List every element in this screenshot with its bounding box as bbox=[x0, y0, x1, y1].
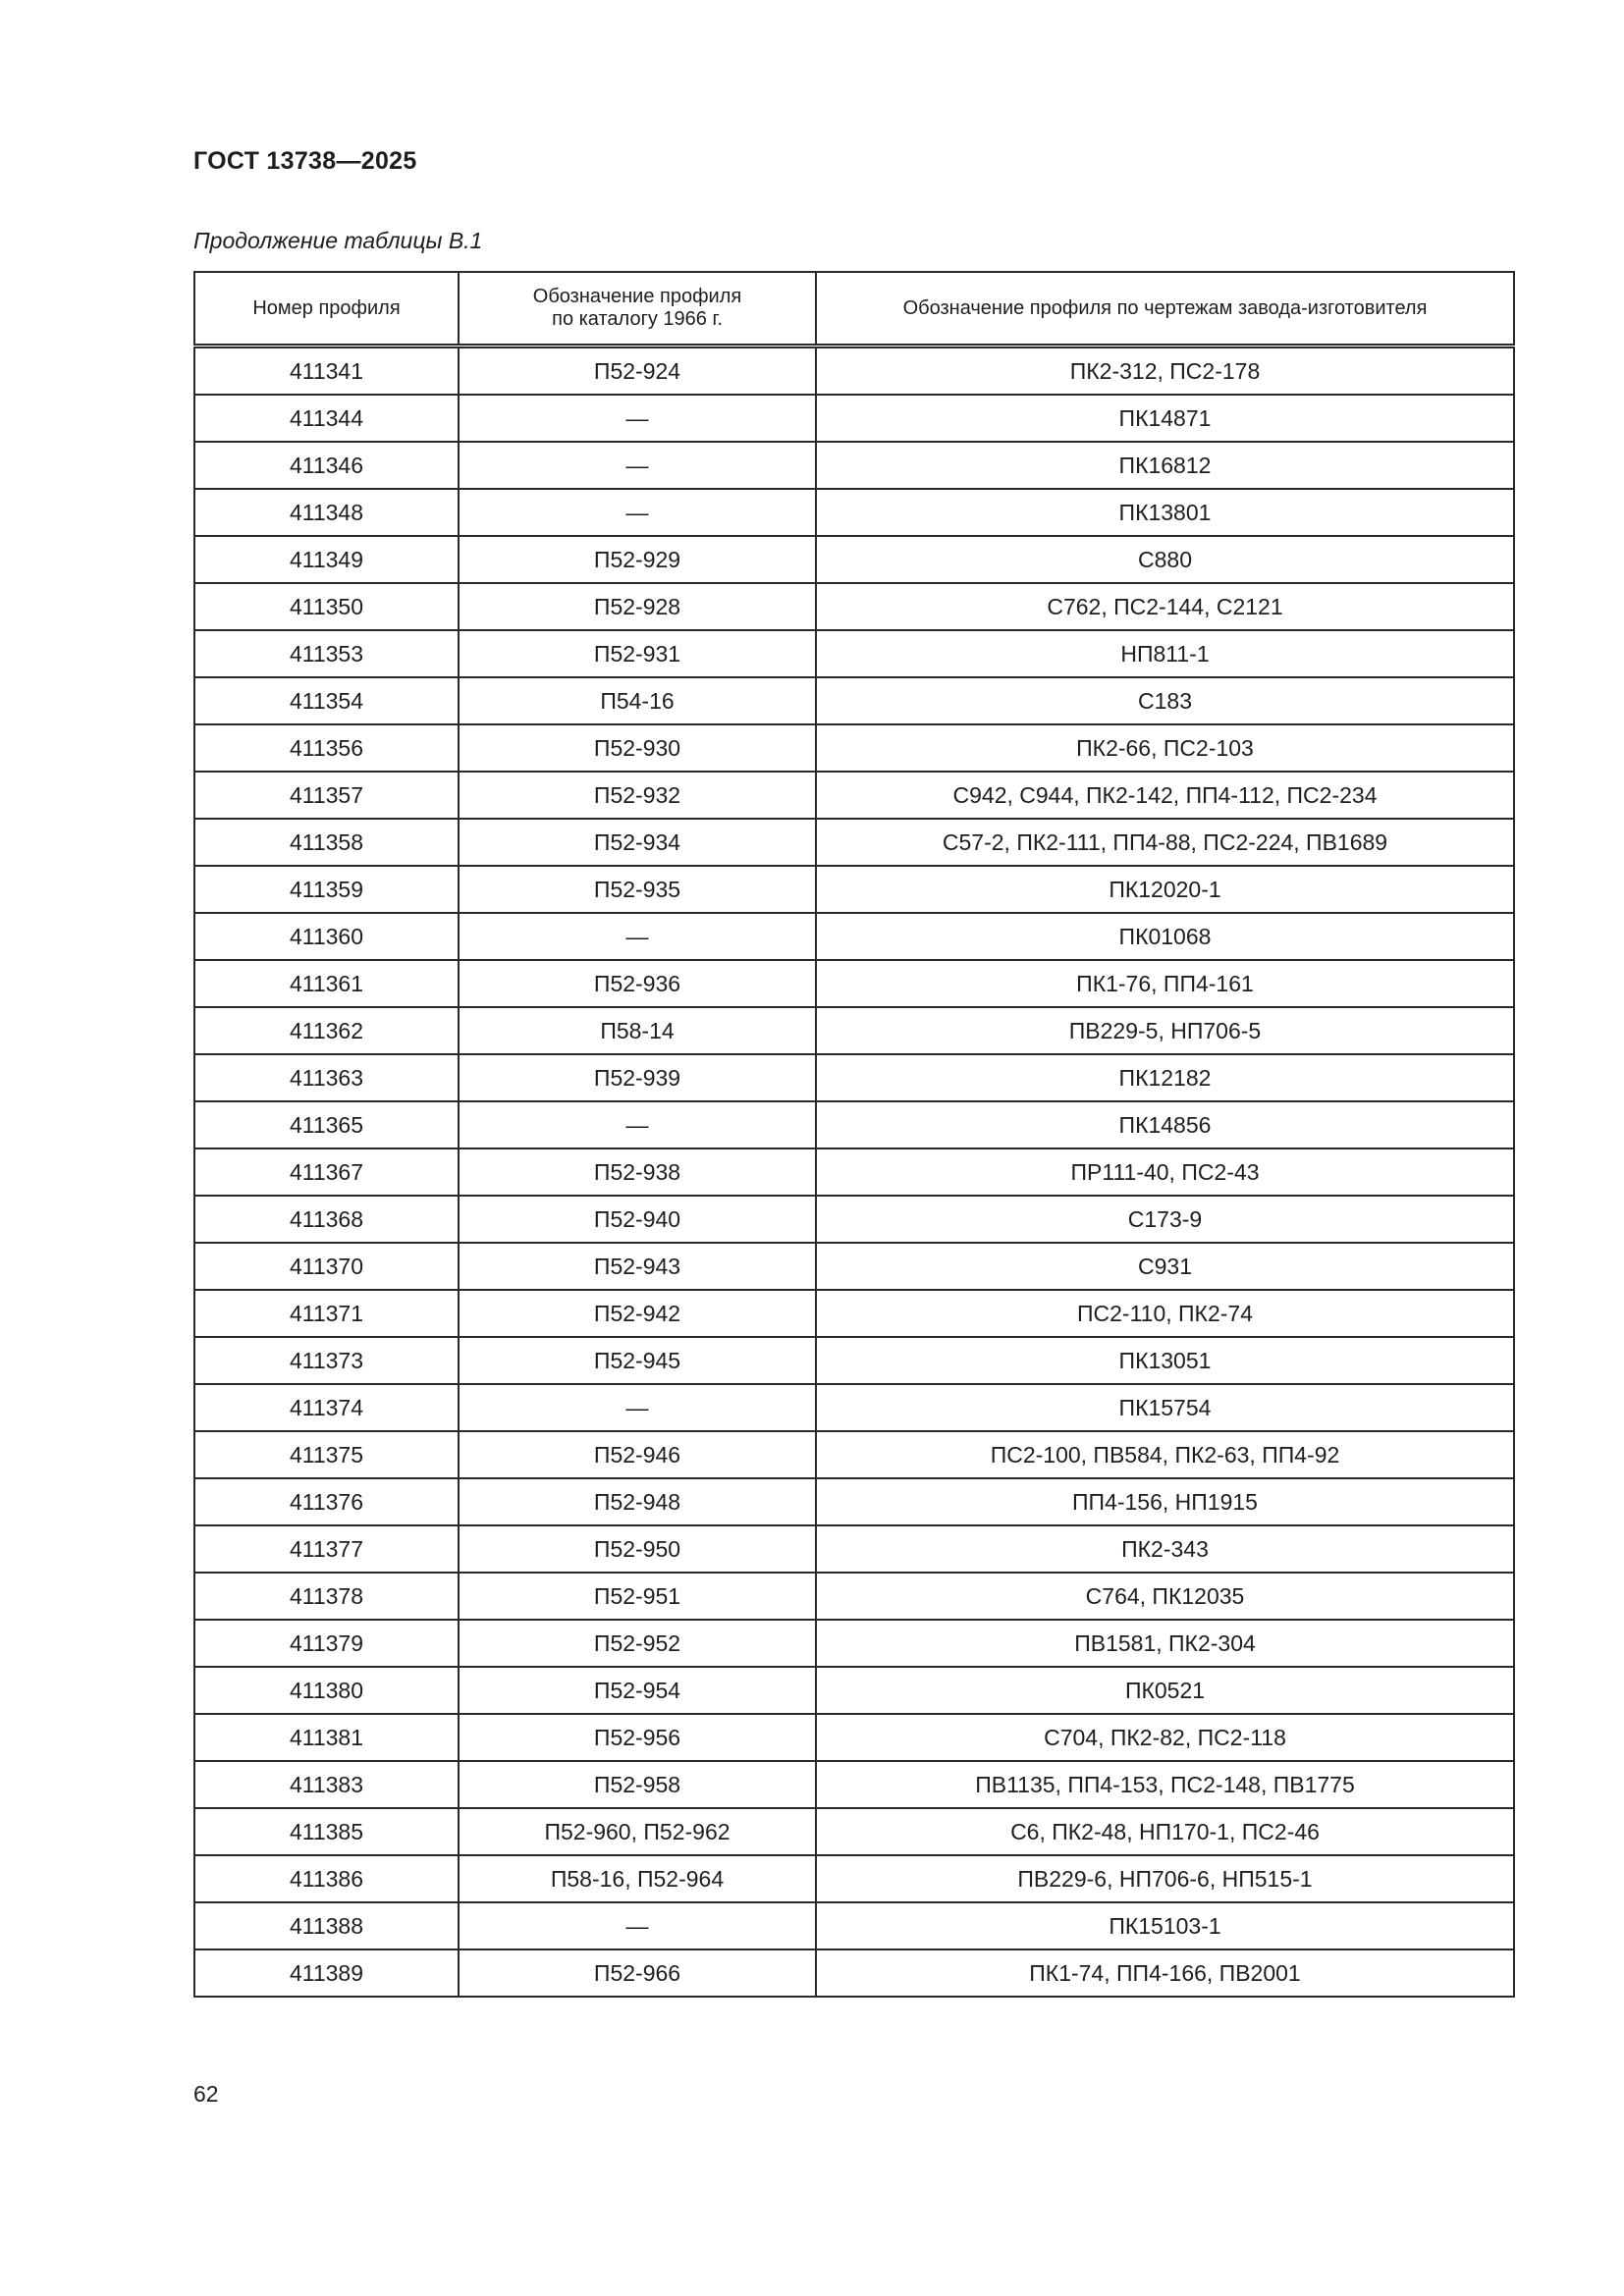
table-row bbox=[194, 1431, 1514, 1478]
table-row bbox=[194, 442, 1514, 489]
table-row bbox=[194, 1573, 1514, 1620]
cell-profile-number: 411362 bbox=[194, 1007, 459, 1054]
cell-profile-number: 411388 bbox=[194, 1902, 459, 1949]
table-row bbox=[194, 1007, 1514, 1054]
table-row bbox=[194, 1101, 1514, 1148]
cell-manufacturer-designation: НП811-1 bbox=[816, 630, 1514, 677]
cell-catalog-1966: П52-940 bbox=[459, 1196, 816, 1243]
cell-manufacturer-designation: ПР111-40, ПС2-43 bbox=[816, 1148, 1514, 1196]
cell-profile-number: 411376 bbox=[194, 1478, 459, 1525]
table-row bbox=[194, 630, 1514, 677]
cell-profile-number: 411386 bbox=[194, 1855, 459, 1902]
cell-profile-number: 411341 bbox=[194, 347, 459, 396]
cell-manufacturer-designation: ПК12020-1 bbox=[816, 866, 1514, 913]
cell-profile-number: 411374 bbox=[194, 1384, 459, 1431]
cell-manufacturer-designation: С6, ПК2-48, НП170-1, ПС2-46 bbox=[816, 1808, 1514, 1855]
table-row bbox=[194, 395, 1514, 442]
cell-profile-number: 411356 bbox=[194, 724, 459, 772]
cell-profile-number: 411380 bbox=[194, 1667, 459, 1714]
cell-catalog-1966: П52-930 bbox=[459, 724, 816, 772]
cell-catalog-1966: П58-16, П52-964 bbox=[459, 1855, 816, 1902]
cell-profile-number: 411379 bbox=[194, 1620, 459, 1667]
cell-profile-number: 411361 bbox=[194, 960, 459, 1007]
cell-catalog-1966: — bbox=[459, 489, 816, 536]
cell-catalog-1966: П52-935 bbox=[459, 866, 816, 913]
cell-catalog-1966: П52-934 bbox=[459, 819, 816, 866]
table-row bbox=[194, 1855, 1514, 1902]
table-row bbox=[194, 1714, 1514, 1761]
cell-catalog-1966: — bbox=[459, 1101, 816, 1148]
cell-profile-number: 411357 bbox=[194, 772, 459, 819]
document-header: ГОСТ 13738—2025 bbox=[193, 147, 417, 175]
cell-profile-number: 411385 bbox=[194, 1808, 459, 1855]
table-row bbox=[194, 1290, 1514, 1337]
cell-profile-number: 411373 bbox=[194, 1337, 459, 1384]
column-header-line: Номер профиля bbox=[252, 296, 401, 319]
table-row bbox=[194, 347, 1514, 396]
table-header bbox=[194, 272, 1514, 347]
table-row bbox=[194, 724, 1514, 772]
cell-profile-number: 411349 bbox=[194, 536, 459, 583]
cell-catalog-1966: — bbox=[459, 913, 816, 960]
cell-profile-number: 411377 bbox=[194, 1525, 459, 1573]
table-row bbox=[194, 489, 1514, 536]
cell-manufacturer-designation: ПК15103-1 bbox=[816, 1902, 1514, 1949]
table-row bbox=[194, 1478, 1514, 1525]
column-header-manufacturer-designation bbox=[816, 272, 1514, 347]
cell-catalog-1966: П52-929 bbox=[459, 536, 816, 583]
cell-profile-number: 411375 bbox=[194, 1431, 459, 1478]
cell-manufacturer-designation: ПК2-312, ПС2-178 bbox=[816, 347, 1514, 396]
table-row bbox=[194, 772, 1514, 819]
cell-catalog-1966: П52-952 bbox=[459, 1620, 816, 1667]
cell-manufacturer-designation: ПВ229-5, НП706-5 bbox=[816, 1007, 1514, 1054]
cell-catalog-1966: — bbox=[459, 442, 816, 489]
cell-profile-number: 411381 bbox=[194, 1714, 459, 1761]
cell-manufacturer-designation: ПК1-74, ПП4-166, ПВ2001 bbox=[816, 1949, 1514, 1997]
cell-catalog-1966: П52-943 bbox=[459, 1243, 816, 1290]
table-row bbox=[194, 1384, 1514, 1431]
table-row bbox=[194, 1148, 1514, 1196]
table-row bbox=[194, 1667, 1514, 1714]
cell-catalog-1966: П58-14 bbox=[459, 1007, 816, 1054]
cell-manufacturer-designation: ПВ1581, ПК2-304 bbox=[816, 1620, 1514, 1667]
cell-manufacturer-designation: С764, ПК12035 bbox=[816, 1573, 1514, 1620]
table-row bbox=[194, 677, 1514, 724]
column-header-line: Обозначение профиля по чертежам завода-изготовителя bbox=[902, 296, 1428, 319]
cell-manufacturer-designation: ПС2-110, ПК2-74 bbox=[816, 1290, 1514, 1337]
cell-catalog-1966: П52-954 bbox=[459, 1667, 816, 1714]
cell-catalog-1966: П52-948 bbox=[459, 1478, 816, 1525]
table-row bbox=[194, 819, 1514, 866]
table-row bbox=[194, 1337, 1514, 1384]
page-number: 62 bbox=[193, 2081, 219, 2107]
table-row bbox=[194, 1525, 1514, 1573]
cell-catalog-1966: П52-951 bbox=[459, 1573, 816, 1620]
table-row bbox=[194, 1902, 1514, 1949]
cell-catalog-1966: П52-932 bbox=[459, 772, 816, 819]
cell-catalog-1966: П52-945 bbox=[459, 1337, 816, 1384]
cell-profile-number: 411346 bbox=[194, 442, 459, 489]
cell-manufacturer-designation: ПК14871 bbox=[816, 395, 1514, 442]
table-row bbox=[194, 536, 1514, 583]
cell-manufacturer-designation: ПК12182 bbox=[816, 1054, 1514, 1101]
cell-catalog-1966: П52-956 bbox=[459, 1714, 816, 1761]
column-header-catalog-1966 bbox=[459, 272, 816, 347]
cell-catalog-1966: П52-960, П52-962 bbox=[459, 1808, 816, 1855]
cell-manufacturer-designation: ПК16812 bbox=[816, 442, 1514, 489]
cell-catalog-1966: П52-936 bbox=[459, 960, 816, 1007]
cell-catalog-1966: П52-966 bbox=[459, 1949, 816, 1997]
cell-profile-number: 411365 bbox=[194, 1101, 459, 1148]
table-row bbox=[194, 1808, 1514, 1855]
cell-profile-number: 411371 bbox=[194, 1290, 459, 1337]
table-caption: Продолжение таблицы В.1 bbox=[193, 228, 483, 253]
cell-catalog-1966: П52-938 bbox=[459, 1148, 816, 1196]
cell-profile-number: 411389 bbox=[194, 1949, 459, 1997]
cell-manufacturer-designation: ПК15754 bbox=[816, 1384, 1514, 1431]
cell-manufacturer-designation: ПП4-156, НП1915 bbox=[816, 1478, 1514, 1525]
cell-catalog-1966: П52-958 bbox=[459, 1761, 816, 1808]
cell-profile-number: 411344 bbox=[194, 395, 459, 442]
column-header-line: Обозначение профиля bbox=[532, 286, 742, 307]
cell-catalog-1966: — bbox=[459, 1902, 816, 1949]
cell-manufacturer-designation: С183 bbox=[816, 677, 1514, 724]
cell-profile-number: 411360 bbox=[194, 913, 459, 960]
cell-manufacturer-designation: ПС2-100, ПВ584, ПК2-63, ПП4-92 bbox=[816, 1431, 1514, 1478]
table-row bbox=[194, 583, 1514, 630]
cell-manufacturer-designation: С762, ПС2-144, С2121 bbox=[816, 583, 1514, 630]
cell-profile-number: 411368 bbox=[194, 1196, 459, 1243]
cell-profile-number: 411383 bbox=[194, 1761, 459, 1808]
cell-profile-number: 411367 bbox=[194, 1148, 459, 1196]
cell-profile-number: 411359 bbox=[194, 866, 459, 913]
cell-catalog-1966: — bbox=[459, 395, 816, 442]
table-row bbox=[194, 913, 1514, 960]
table-row bbox=[194, 866, 1514, 913]
cell-manufacturer-designation: С173-9 bbox=[816, 1196, 1514, 1243]
cell-manufacturer-designation: ПК2-66, ПС2-103 bbox=[816, 724, 1514, 772]
cell-manufacturer-designation: С931 bbox=[816, 1243, 1514, 1290]
cell-manufacturer-designation: ПК13051 bbox=[816, 1337, 1514, 1384]
table-row bbox=[194, 1949, 1514, 1997]
profiles-table bbox=[193, 271, 1515, 1998]
cell-manufacturer-designation: ПВ1135, ПП4-153, ПС2-148, ПВ1775 bbox=[816, 1761, 1514, 1808]
cell-profile-number: 411363 bbox=[194, 1054, 459, 1101]
table-row bbox=[194, 1196, 1514, 1243]
cell-profile-number: 411378 bbox=[194, 1573, 459, 1620]
cell-catalog-1966: П52-950 bbox=[459, 1525, 816, 1573]
cell-manufacturer-designation: ПВ229-6, НП706-6, НП515-1 bbox=[816, 1855, 1514, 1902]
cell-profile-number: 411370 bbox=[194, 1243, 459, 1290]
cell-manufacturer-designation: ПК01068 bbox=[816, 913, 1514, 960]
cell-catalog-1966: П52-939 bbox=[459, 1054, 816, 1101]
cell-catalog-1966: — bbox=[459, 1384, 816, 1431]
cell-profile-number: 411353 bbox=[194, 630, 459, 677]
cell-manufacturer-designation: ПК2-343 bbox=[816, 1525, 1514, 1573]
cell-manufacturer-designation: С704, ПК2-82, ПС2-118 bbox=[816, 1714, 1514, 1761]
table-row bbox=[194, 1620, 1514, 1667]
cell-profile-number: 411354 bbox=[194, 677, 459, 724]
cell-catalog-1966: П52-942 bbox=[459, 1290, 816, 1337]
header-row bbox=[194, 272, 1514, 347]
cell-catalog-1966: П52-931 bbox=[459, 630, 816, 677]
cell-profile-number: 411348 bbox=[194, 489, 459, 536]
cell-catalog-1966: П52-946 bbox=[459, 1431, 816, 1478]
cell-manufacturer-designation: ПК13801 bbox=[816, 489, 1514, 536]
table-row bbox=[194, 1054, 1514, 1101]
cell-manufacturer-designation: С57-2, ПК2-111, ПП4-88, ПС2-224, ПВ1689 bbox=[816, 819, 1514, 866]
table-row bbox=[194, 1761, 1514, 1808]
cell-manufacturer-designation: С880 bbox=[816, 536, 1514, 583]
table-row bbox=[194, 960, 1514, 1007]
cell-manufacturer-designation: ПК14856 bbox=[816, 1101, 1514, 1148]
cell-catalog-1966: П52-928 bbox=[459, 583, 816, 630]
column-header-line: по каталогу 1966 г. bbox=[552, 308, 723, 330]
table-body bbox=[194, 347, 1514, 1998]
cell-manufacturer-designation: ПК1-76, ПП4-161 bbox=[816, 960, 1514, 1007]
cell-manufacturer-designation: ПК0521 bbox=[816, 1667, 1514, 1714]
cell-catalog-1966: П54-16 bbox=[459, 677, 816, 724]
cell-profile-number: 411350 bbox=[194, 583, 459, 630]
cell-catalog-1966: П52-924 bbox=[459, 347, 816, 396]
cell-profile-number: 411358 bbox=[194, 819, 459, 866]
table-row bbox=[194, 1243, 1514, 1290]
cell-manufacturer-designation: С942, С944, ПК2-142, ПП4-112, ПС2-234 bbox=[816, 772, 1514, 819]
column-header-profile-number bbox=[194, 272, 459, 347]
